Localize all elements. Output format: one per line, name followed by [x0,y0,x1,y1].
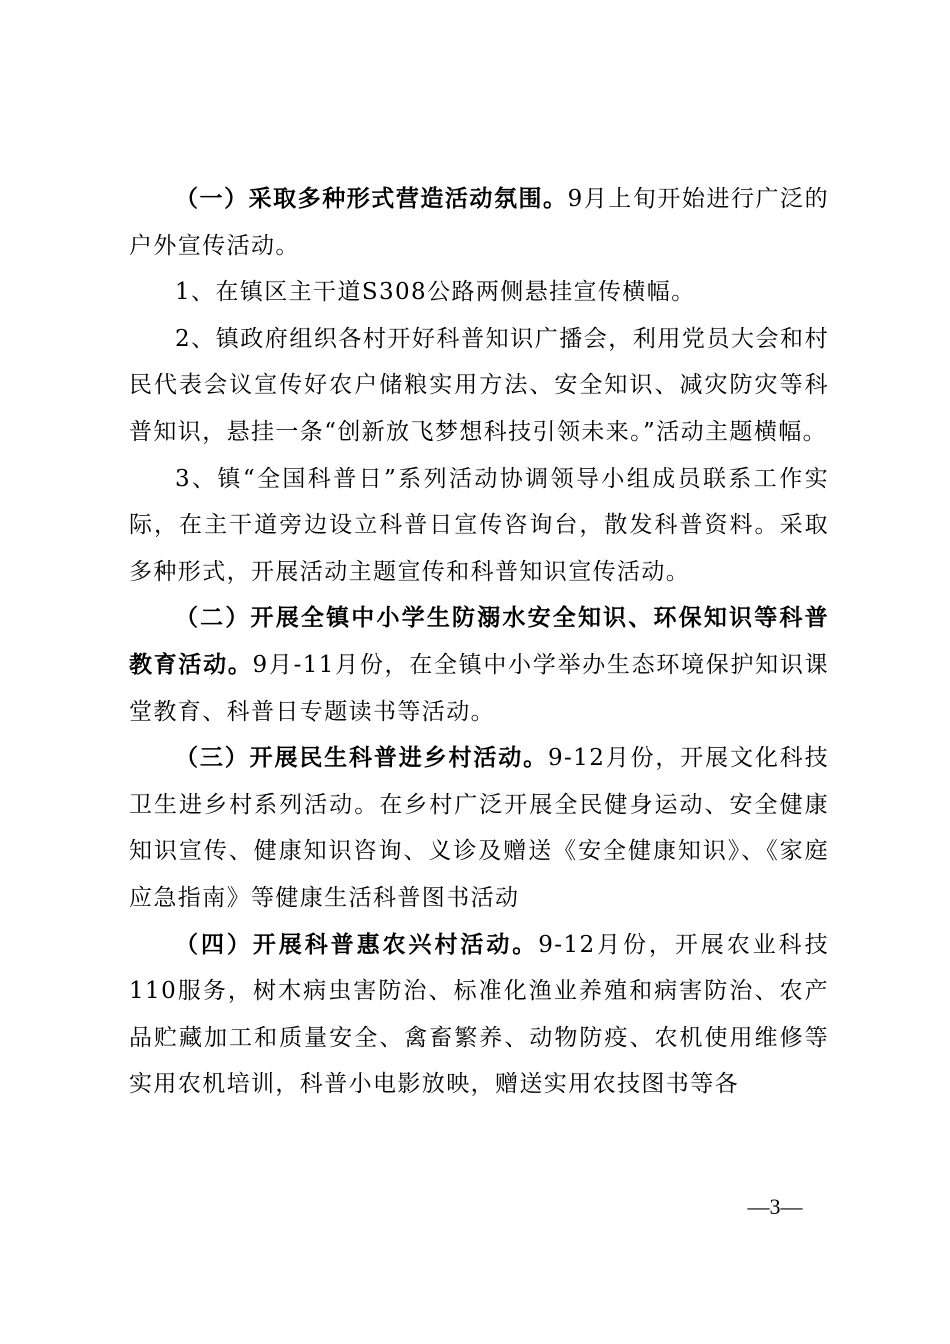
paragraph-6 [129,735,829,921]
paragraph-2 [129,269,829,316]
paragraph-text-3: 2、镇政府组织各村开好科普知识广播会，利用党员大会和村民代表会议宣传好农户储粮实用方法、安全知识、减灾防灾等科普知识，悬挂一条“创新放飞梦想科技引领未来。”活动主题横幅。 [129,325,829,445]
paragraph-text-6: 9-12月份，开展文化科技卫生进乡村系列活动。在乡村广泛开展全民健身运动、安全健康知识宣传、健康知识咨询、义诊及赠送《安全健康知识》、《家庭应急指南》等健康生活科普图书活动 [129,745,829,911]
section-heading-2: （二）开展全镇中小学生防溺水安全知识、环保知识等科普教育活动。 [129,604,829,678]
paragraph-4 [129,456,829,596]
paragraph-5 [129,595,829,735]
paragraph-text-1: 9月上旬开始进行广泛的户外宣传活动。 [129,186,829,259]
paragraph-7 [129,922,829,1108]
paragraph-3 [129,316,829,456]
paragraph-text-7: 9-12月份，开展农业科技110服务，树木病虫害防治、标准化渔业养殖和病害防治、农产品贮藏加工和质量安全、禽畜繁养、动物防疫、农机使用维修等实用农机培训，科普小电影放映，赠送实用农技图书等各 [129,931,829,1098]
paragraph-text-2: 1、在镇区主干道S308公路两侧悬挂宣传横幅。 [175,279,696,306]
page-number: —3— [747,1194,803,1219]
section-heading-3: （三）开展民生科普进乡村活动。 [175,744,548,772]
section-heading-1: （一）采取多种形式营造活动氛围。 [175,185,568,212]
section-heading-4: （四）开展科普惠农兴村活动。 [175,930,539,958]
paragraph-text-4: 3、镇“全国科普日”系列活动协调领导小组成员联系工作实际，在主干道旁边设立科普日宣传咨询台，散发科普资料。采取多种形式，开展活动主题宣传和科普知识宣传活动。 [129,465,829,585]
paragraph-text-5: 9月-11月份，在全镇中小学举办生态环境保护知识课堂教育、科普日专题读书等活动。 [129,651,830,725]
document-body [129,176,829,1108]
paragraph-1 [129,176,829,269]
